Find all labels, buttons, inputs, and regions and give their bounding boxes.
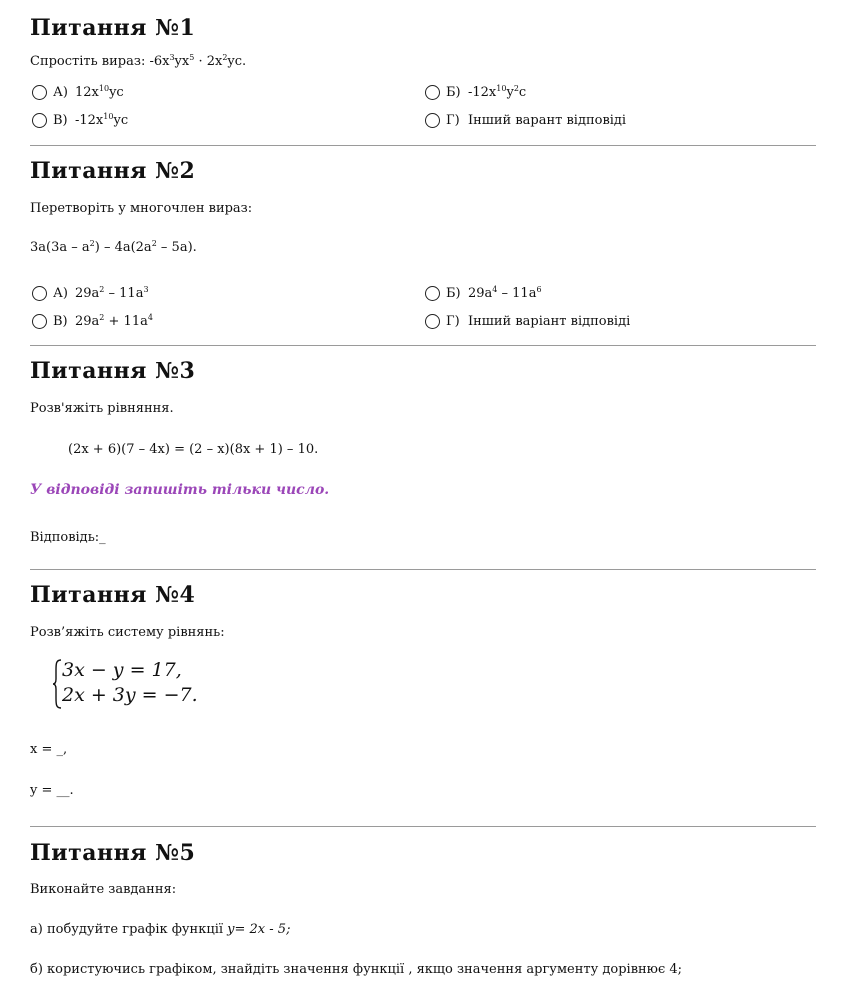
option-c-text: $29a^2 + 11a^4$: [75, 313, 153, 329]
radio-button[interactable]: [32, 286, 47, 301]
option-d[interactable]: Г) Інший варіант відповіді: [425, 314, 630, 329]
radio-button[interactable]: [32, 113, 47, 128]
question-prompt: Розв'яжіть рівняння.: [30, 401, 174, 416]
question-prompt: Виконайте завдання:: [30, 882, 177, 897]
question-prompt: Розв’яжіть систему рівнянь:: [30, 625, 225, 640]
option-d-text: Інший варіант відповіді: [468, 314, 631, 329]
radio-button[interactable]: [425, 113, 440, 128]
question-title: Питання №1: [30, 15, 196, 41]
option-c[interactable]: В) $-12x^{10}yc$: [32, 113, 128, 128]
x-answer-field[interactable]: x = _,: [30, 742, 68, 757]
option-c[interactable]: В) $29a^2 + 11a^4$: [32, 314, 153, 329]
option-d-text: Інший варант відповіді: [468, 113, 627, 128]
question-title: Питання №4: [30, 582, 196, 608]
question-title: Питання №2: [30, 158, 196, 184]
radio-button[interactable]: [425, 85, 440, 100]
answer-hint: У відповіді запишіть тільки число.: [30, 482, 330, 498]
question-prompt: Перетворіть у многочлен вираз:: [30, 201, 253, 216]
divider: [30, 826, 816, 827]
equation-2: 2x + 3y = −7.: [62, 684, 198, 706]
question-title: Питання №3: [30, 358, 196, 384]
question-prompt: Спростіть вираз: $-6x^3yx^5 \cdot 2x^2yc$.: [30, 53, 247, 69]
option-c-text: $-12x^{10}yc$: [75, 112, 129, 128]
equation-1: 3x − y = 17,: [62, 659, 182, 681]
option-d[interactable]: Г) Інший варант відповіді: [425, 113, 626, 128]
option-b[interactable]: Б) $-12x^{10}y^2c$: [425, 85, 526, 100]
option-a-text: $12x^{10}yc$: [75, 84, 124, 100]
radio-button[interactable]: [425, 286, 440, 301]
radio-button[interactable]: [32, 314, 47, 329]
equation: (2x + 6)(7 – 4x) = (2 – x)(8x + 1) – 10.: [68, 442, 319, 457]
divider: [30, 569, 816, 570]
option-b[interactable]: Б) $29a^4 - 11a^6$: [425, 286, 542, 301]
divider: [30, 145, 816, 146]
task-b: б) користуючись графіком, знайдіть значення функції , якщо значення аргументу дорівнює 4;: [30, 962, 683, 977]
brace-icon: [52, 658, 62, 710]
radio-button[interactable]: [32, 85, 47, 100]
option-a[interactable]: А) $29a^2 - 11a^3$: [32, 286, 149, 301]
divider: [30, 345, 816, 346]
answer-field[interactable]: Відповідь:_: [30, 530, 106, 545]
option-a[interactable]: А) $12x^{10}yc$: [32, 85, 124, 100]
option-b-text: $-12x^{10}y^2c$: [468, 84, 527, 100]
y-answer-field[interactable]: y = __.: [30, 783, 74, 798]
option-a-text: $29a^2 - 11a^3$: [75, 285, 149, 301]
equation-system: [52, 658, 198, 708]
question-expression: $3a(3a - a^2) - 4a(2a^2 - 5a)$.: [30, 239, 197, 255]
task-a: а) побудуйте графік функції y= 2x - 5;: [30, 922, 291, 937]
option-b-text: $29a^4 - 11a^6$: [468, 285, 542, 301]
question-title: Питання №5: [30, 840, 196, 866]
radio-button[interactable]: [425, 314, 440, 329]
